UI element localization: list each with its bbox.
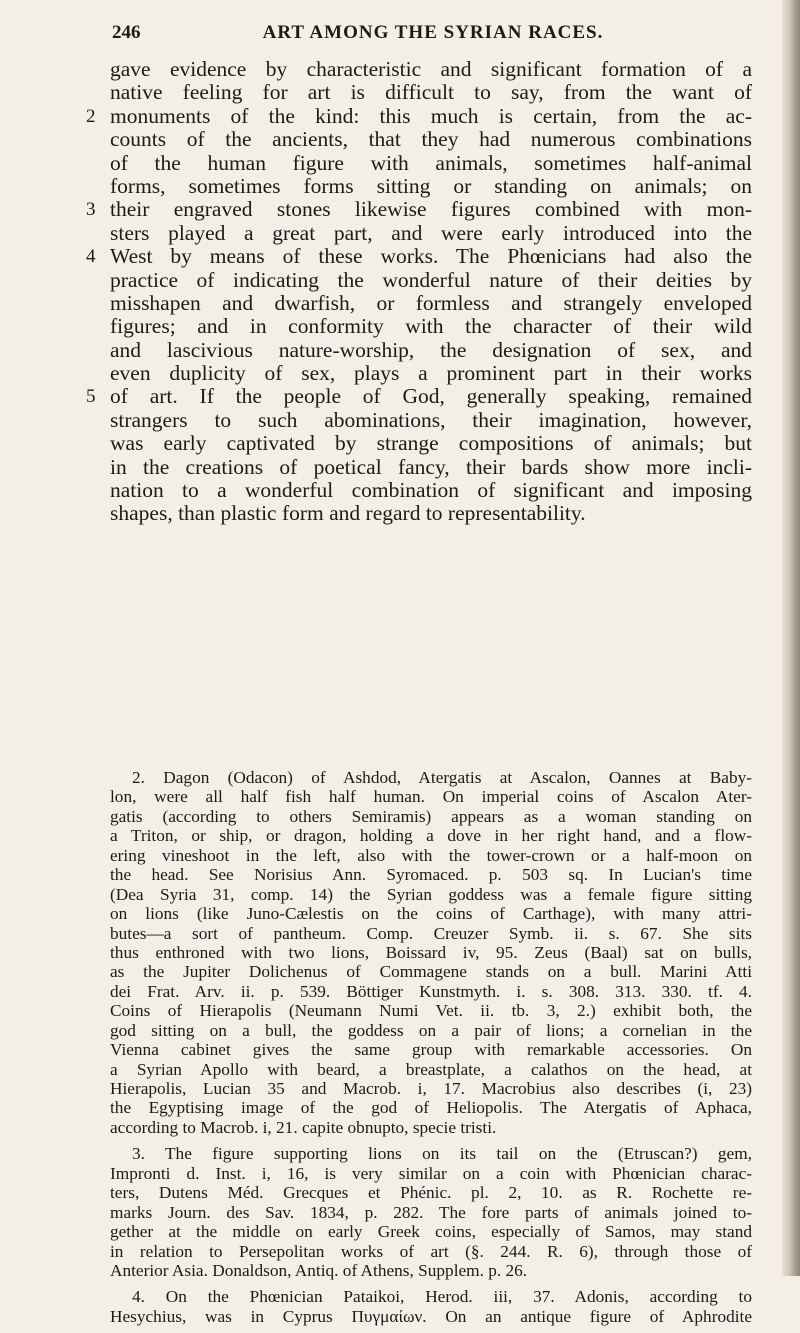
footnote-line: Vienna cabinet gives the same group with remarkable accessories. On xyxy=(110,1040,752,1060)
margin-note-number: 3 xyxy=(86,199,96,221)
line-text: even duplicity of sex, plays a prominent part in their works xyxy=(110,361,752,386)
footnote-line: Hesychius, was in Cyprus Πυγμαίων. On an antique figure of Aphrodite xyxy=(110,1306,752,1326)
footnote-line: 4. On the Phœnician Pataikoi, Herod. iii, 37. Adonis, according to xyxy=(132,1287,752,1307)
footnote-line: ters, Dutens Méd. Grecques et Phénic. pl. 2, 10. as R. Rochette re- xyxy=(110,1183,752,1203)
line-text: forms, sometimes forms sitting or standing on animals; on xyxy=(110,173,752,198)
footnote-line: Coins of Hierapolis (Neumann Numi Vet. ii. tb. 3, 2.) exhibit both, the xyxy=(110,1001,752,1021)
footnote-line: gether at the middle on early Greek coins, especially of Samos, may stand xyxy=(110,1222,752,1242)
footnote-line: thus enthroned with two lions, Boissard iv, 95. Zeus (Baal) sat on bulls, xyxy=(110,942,752,962)
text-line xyxy=(110,81,752,104)
text-line xyxy=(86,244,752,269)
line-text: shapes, than plastic form and regard to representability. xyxy=(110,501,586,526)
text-line xyxy=(110,222,752,245)
text-line xyxy=(110,362,752,385)
footnote-4 xyxy=(110,1287,752,1326)
footnote-line: according to Macrob. i, 21. capite obnupto, specie tristi. xyxy=(110,1117,497,1137)
text-line xyxy=(110,128,752,151)
footnote-line: god sitting on a bull, the goddess on a pair of lions; a cornelian in the xyxy=(110,1020,752,1040)
text-line xyxy=(110,502,752,525)
footnote-line: in relation to Persepolitan works of art (§. 244. R. 6), through those of xyxy=(110,1241,752,1261)
margin-note-number: 2 xyxy=(86,105,96,127)
margin-note-number: 5 xyxy=(86,386,96,408)
footnote-line: dei Frat. Arv. ii. p. 539. Böttiger Kunstmyth. i. s. 308. 313. 330. tf. 4. xyxy=(110,981,752,1001)
text-line xyxy=(110,152,752,175)
page-header xyxy=(112,14,754,54)
text-line xyxy=(110,58,752,81)
line-text: gave evidence by characteristic and significant formation of a xyxy=(110,57,752,81)
line-text: of the human figure with animals, sometimes half-animal xyxy=(110,150,752,175)
footnote-line: a Syrian Apollo with beard, a breastplate, a calathos on the head, at xyxy=(110,1059,752,1079)
line-text: West by means of these works. The Phœnicians had also the xyxy=(110,244,752,269)
page-edge-shadow xyxy=(782,0,800,1276)
text-line xyxy=(110,456,752,479)
footnote-line: 2. Dagon (Odacon) of Ashdod, Atergatis at Ascalon, Oannes at Baby- xyxy=(132,768,752,787)
line-text: their engraved stones likewise figures combined with mon- xyxy=(110,197,752,222)
footnote-line: the head. See Norisius Ann. Syromaced. p. 503 sq. In Lucian's time xyxy=(110,865,752,885)
footnote-3 xyxy=(110,1144,752,1280)
text-line xyxy=(110,175,752,198)
line-text: counts of the ancients, that they had numerous combinations xyxy=(110,127,752,152)
footnote-line: as the Jupiter Dolichenus of Commagene stands on a bull. Marini Atti xyxy=(110,962,752,982)
line-text: was early captivated by strange compositions of animals; but xyxy=(110,431,752,456)
text-line xyxy=(86,197,752,222)
footnote-2 xyxy=(110,768,752,1137)
main-text xyxy=(86,57,752,526)
line-text: of art. If the people of God, generally speaking, remained xyxy=(110,384,752,409)
text-line xyxy=(110,292,752,315)
text-line xyxy=(110,432,752,455)
footnote-line: 3. The figure supporting lions on its tail on the (Etruscan?) gem, xyxy=(132,1144,752,1164)
text-line xyxy=(110,409,752,432)
footnote-line: on lions (like Juno-Cælestis on the coins of Carthage), with many attri- xyxy=(110,904,752,924)
running-head: ART AMONG THE SYRIAN RACES. xyxy=(262,22,604,43)
footnote-line: ering vineshoot in the left, also with the tower-crown or a half-moon on xyxy=(110,845,752,865)
line-text: in the creations of poetical fancy, their bards show more incli- xyxy=(110,454,752,479)
footnote-line: butes—a sort of pantheum. Comp. Creuzer Symb. ii. s. 67. She sits xyxy=(110,923,752,943)
line-text: sters played a great part, and were early introduced into the xyxy=(110,220,752,245)
footnote-line: the Egyptising image of the god of Heliopolis. The Atergatis of Aphaca, xyxy=(110,1098,752,1118)
line-text: strangers to such abominations, their imagination, however, xyxy=(110,407,752,432)
text-line xyxy=(110,339,752,362)
text-line xyxy=(110,269,752,292)
footnote-line: Hierapolis, Lucian 35 and Macrob. i, 17. Macrobius also describes (i, 23) xyxy=(110,1079,752,1098)
text-line xyxy=(110,315,752,338)
footnote-line: Impronti d. Inst. i, 16, is very similar on a coin with Phœnician charac- xyxy=(110,1163,752,1183)
margin-note-number: 4 xyxy=(86,246,96,268)
footnote-line: marks Journ. des Sav. 1834, p. 282. The fore parts of animals joined to- xyxy=(110,1202,752,1222)
footnote-line: lon, were all half fish half human. On imperial coins of Ascalon Ater- xyxy=(110,787,752,807)
page-number: 246 xyxy=(112,22,141,43)
text-line xyxy=(110,479,752,502)
text-line xyxy=(86,103,752,128)
footnote-line: a Triton, or ship, or dragon, holding a dove in her right hand, and a flow- xyxy=(110,826,752,846)
line-text: monuments of the kind: this much is certain, from the ac- xyxy=(110,103,752,128)
footnote-line: Anterior Asia. Donaldson, Antiq. of Athens, Supplem. p. 26. xyxy=(110,1260,528,1280)
line-text: practice of indicating the wonderful nature of their deities by xyxy=(110,267,752,292)
line-text: figures; and in conformity with the character of their wild xyxy=(110,314,752,339)
line-text: nation to a wonderful combination of significant and imposing xyxy=(110,478,752,503)
footnote-line: gatis (according to others Semiramis) appears as a woman standing on xyxy=(110,806,752,826)
text-line xyxy=(86,384,752,409)
line-text: and lascivious nature-worship, the designation of sex, and xyxy=(110,337,752,362)
footnote-line: (Dea Syria 31, comp. 14) the Syrian goddess was a female figure sitting xyxy=(110,884,752,904)
line-text: native feeling for art is difficult to say, from the want of xyxy=(110,80,752,105)
footnotes xyxy=(110,768,752,1333)
line-text: misshapen and dwarfish, or formless and strangely enveloped xyxy=(110,290,752,315)
